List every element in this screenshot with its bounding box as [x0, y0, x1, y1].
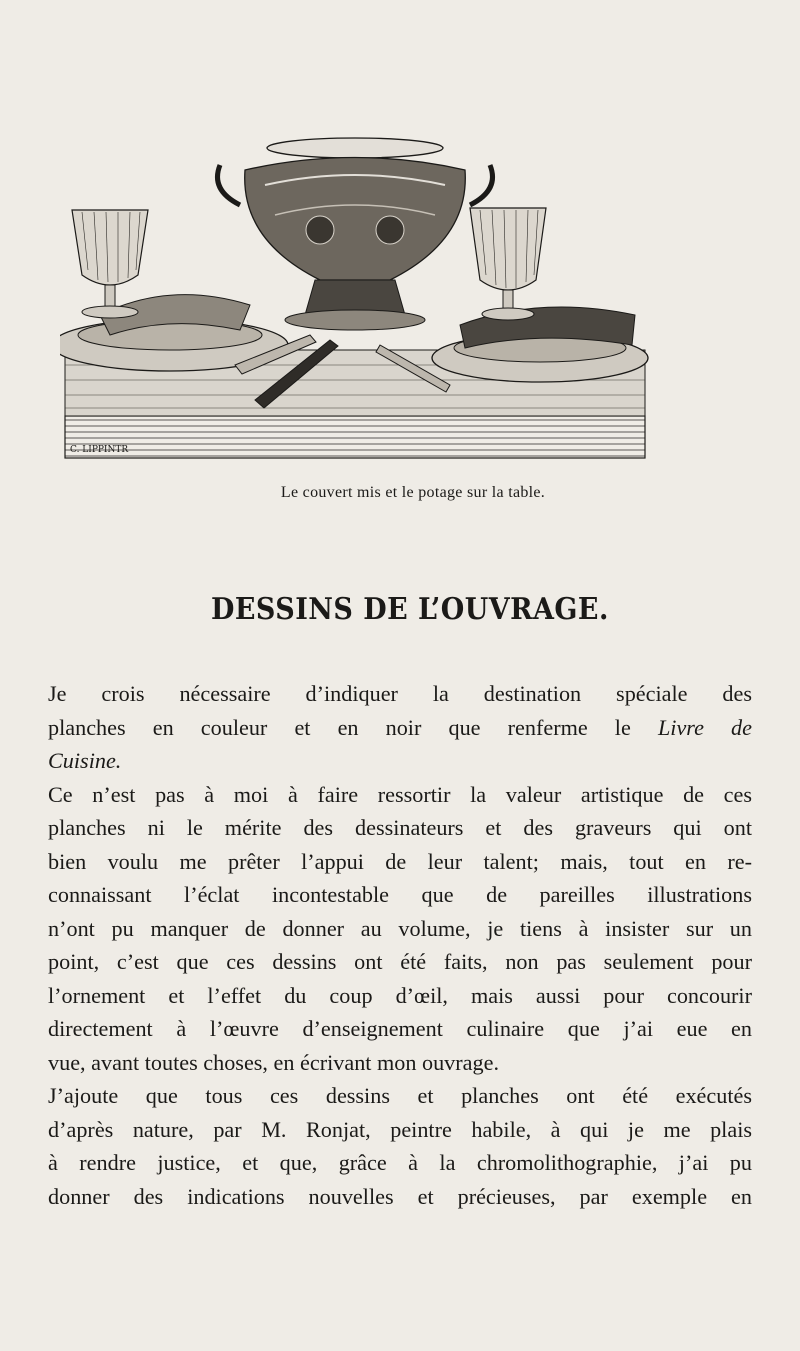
table-setting-engraving — [60, 130, 650, 462]
text-line: donner des indications nouvelles et précieuses, par exemple en — [48, 1183, 752, 1209]
book-title-italic: Livre de — [657, 714, 753, 740]
text-line: point, c’est que ces dessins ont été faits, non pas seulement pour — [48, 949, 752, 974]
text-line: n’ont pu manquer de donner au volume, je tiens à insister sur un — [48, 915, 752, 941]
text-line: Ce n’est pas à moi à faire ressortir la valeur artistique de ces — [48, 781, 752, 807]
text-line: directement à l’œuvre d’enseignement culinaire que j’ai eue en — [48, 1016, 752, 1041]
section-title: DESSINS DE L’OUVRAGE. — [211, 592, 609, 627]
text-line: bien voulu me prêter l’appui de leur talent; mais, tout en re- — [48, 848, 752, 874]
text-line: J’ajoute que tous ces dessins et planches ont été exécutés — [48, 1083, 752, 1108]
text-line: planches ni le mérite des dessinateurs et des graveurs qui ont — [48, 815, 752, 840]
text-line: Je crois nécessaire d’indiquer la destination spéciale des — [48, 681, 752, 706]
illustration-caption: Le couvert mis et le potage sur la table. — [280, 484, 546, 501]
body-text — [48, 677, 752, 1213]
text-line: d’après nature, par M. Ronjat, peintre habile, à qui je me plais — [48, 1116, 752, 1142]
text-line: vue, avant toutes choses, en écrivant mon ouvrage. — [48, 1049, 499, 1075]
engraver-signature: C. LIPPINTR — [70, 445, 129, 455]
book-title-italic: Cuisine. — [48, 748, 122, 773]
text-line — [48, 744, 752, 778]
text-line: à rendre justice, et que, grâce à la chromolithographie, j’ai pu — [48, 1150, 752, 1175]
text-line: planches en couleur et en noir que renferme le Livre de — [48, 714, 753, 740]
text-line: l’ornement et l’effet du coup d’œil, mais aussi pour concourir — [48, 982, 752, 1008]
text-line: connaissant l’éclat incontestable que de pareilles illustrations — [48, 882, 752, 907]
